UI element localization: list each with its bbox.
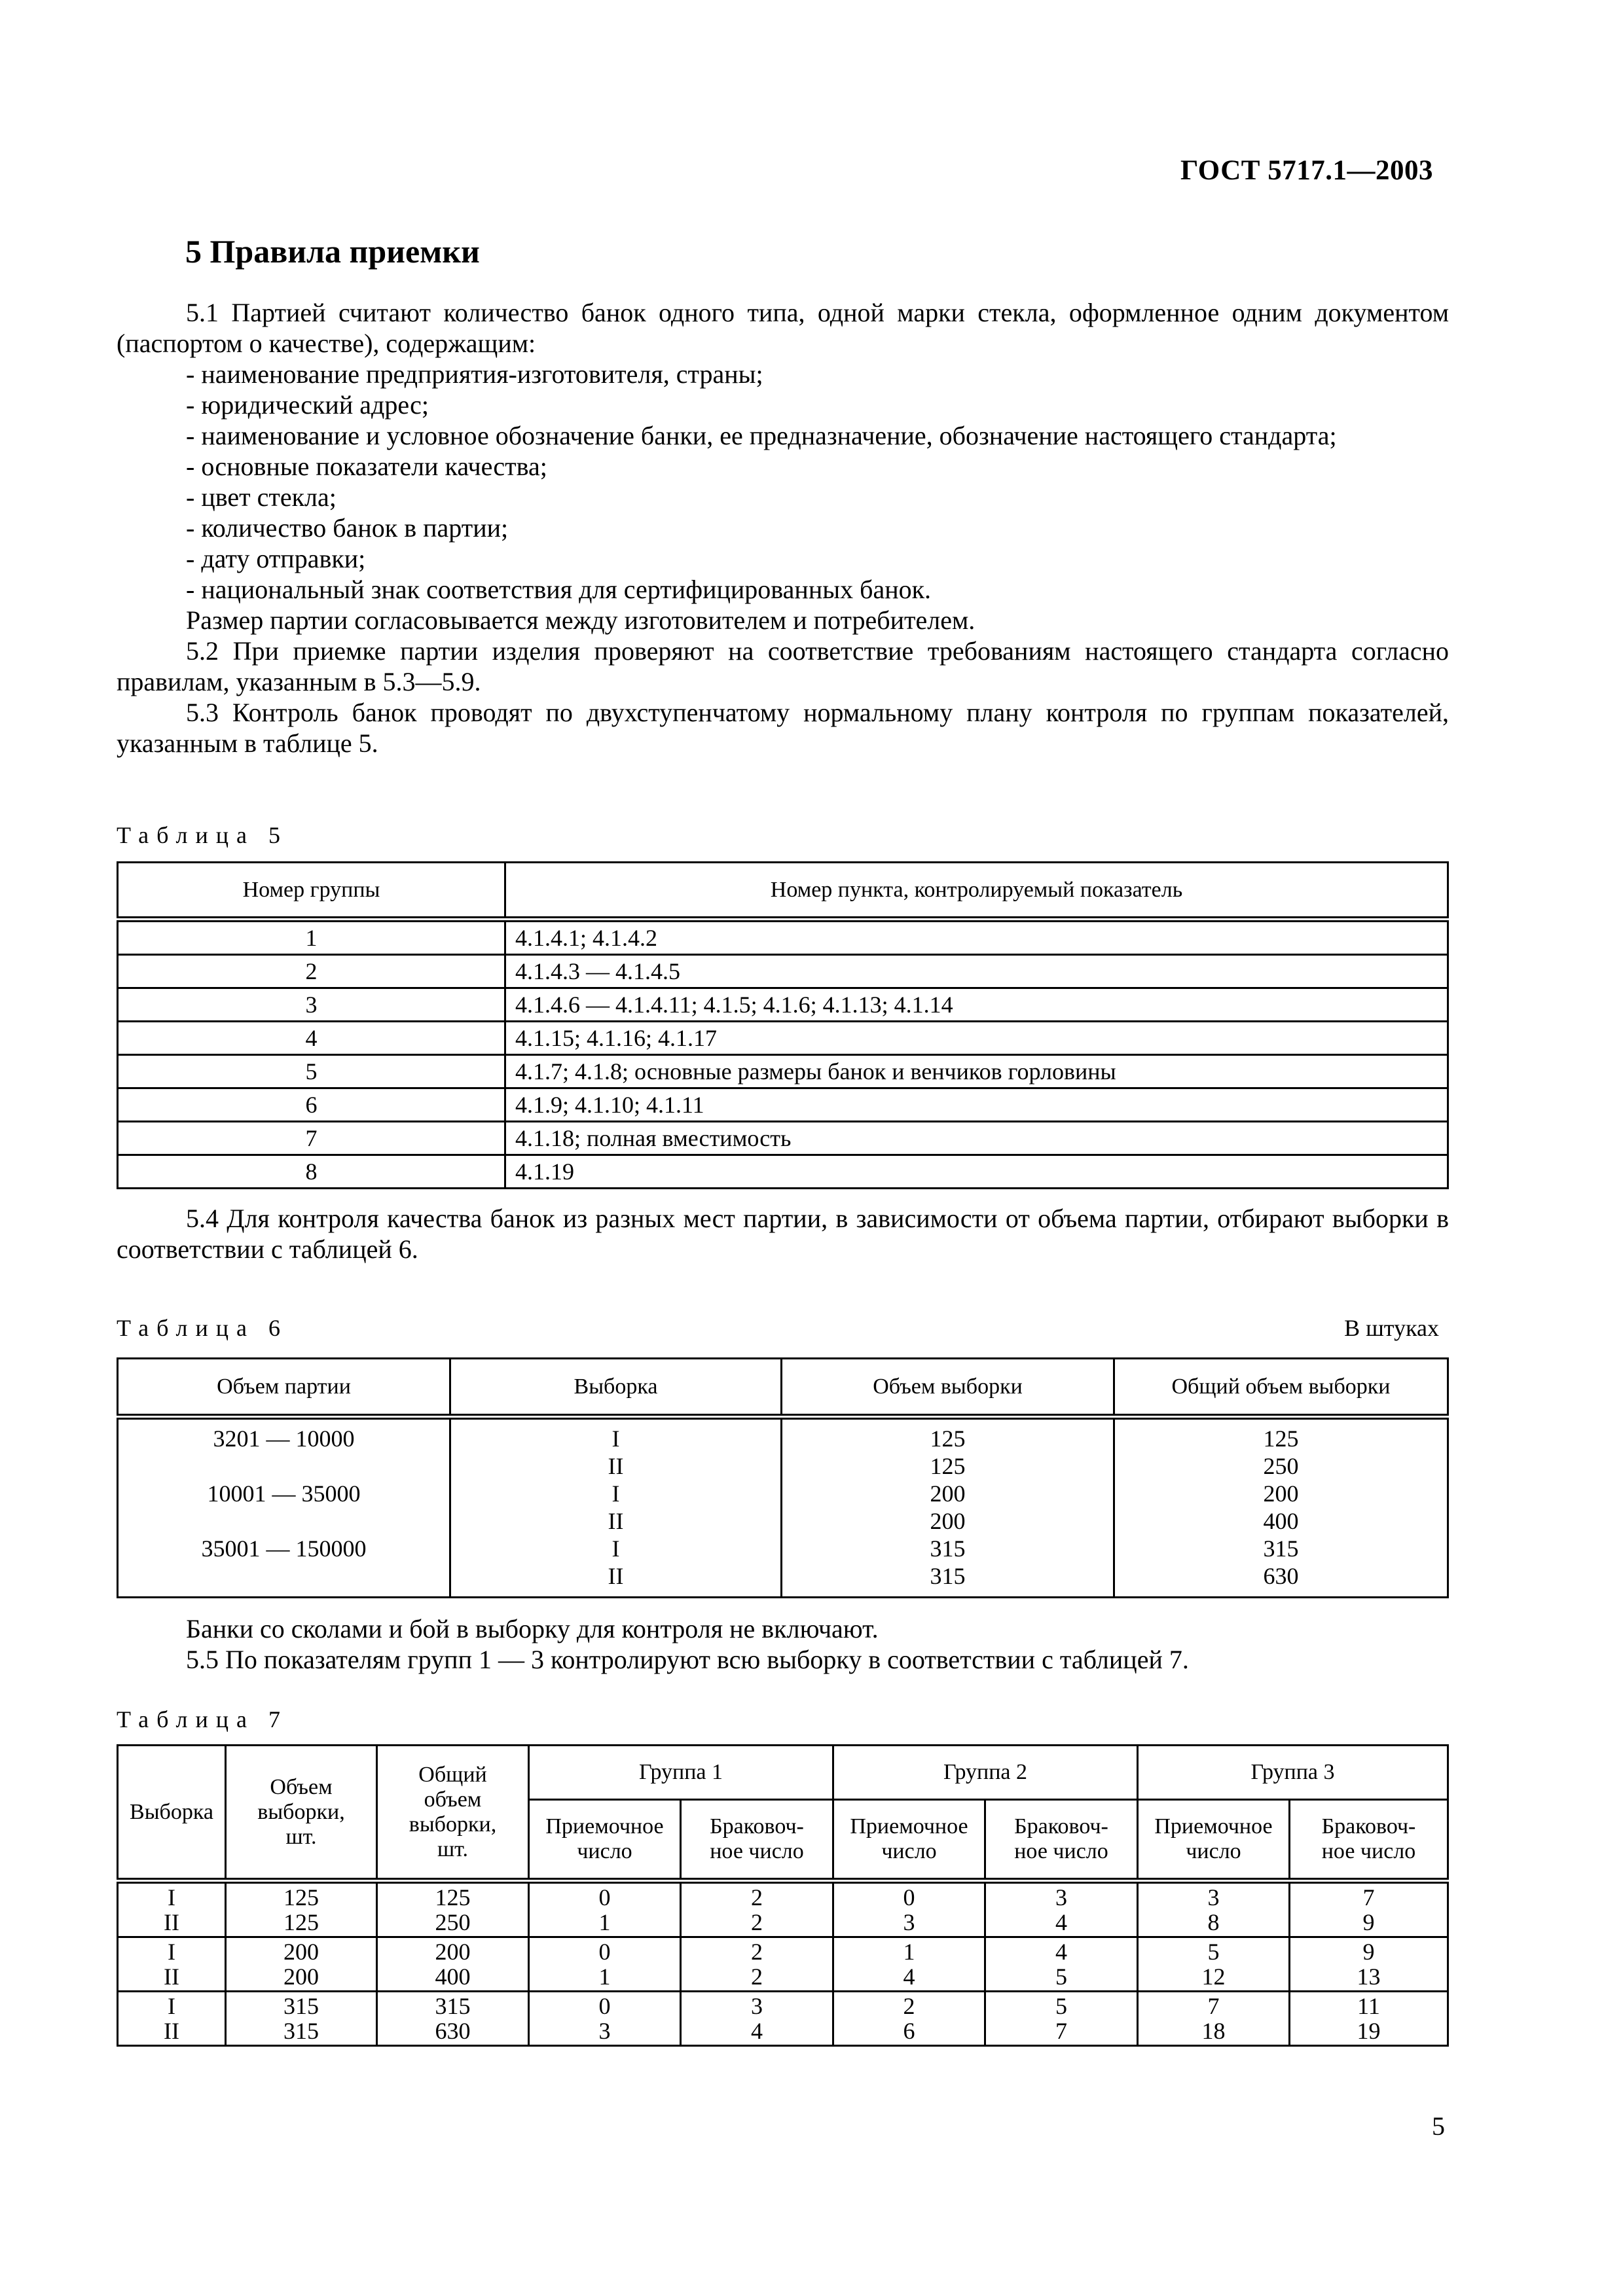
paragraph-p5-1-intro: 5.1 Партией считают количество банок одного типа, одной марки стекла, оформленное одним документом (паспортом о качестве), содержащим: [117,298,1449,358]
table-5-indicator: 4.1.15; 4.1.16; 4.1.17 [505,1022,1448,1055]
table-7-header-group-1-accept: Приемочное число [529,1800,681,1881]
table-7-row [118,1937,1448,1992]
table-7-header-group-2-accept: Приемочное число [833,1800,985,1881]
table-5-header-item-indicator: Номер пункта, контролируемый показатель [505,863,1448,920]
table-6-sample-size: 200 [930,1480,966,1507]
table-7-group-2-accept: 2 [903,1993,915,2019]
table-7-group-3-accept-cell [1138,1881,1290,1937]
table-6-total-size: 630 [1263,1563,1299,1589]
page-number: 5 [1432,2111,1445,2141]
table-6-total-size-cell [1114,1417,1448,1598]
table-7-total-size: 125 [435,1884,471,1910]
table-5-header-group-number: Номер группы [118,863,505,920]
table-6-lot-size: 10001 — 35000 [207,1480,361,1507]
table-7-header-group-3-reject: Браковоч-ное число [1290,1800,1448,1881]
table-6 [117,1357,1449,1598]
table-5-group-number: 7 [118,1122,505,1155]
table-7-sample: II [164,1909,179,1935]
table-7-total-size: 315 [435,1993,471,2019]
table-6-sample-cell [450,1417,782,1598]
paragraphs-after-table-6 [117,1613,1449,1675]
table-7-sample-size: 200 [283,1964,319,1990]
document-code: ГОСТ 5717.1—2003 [1180,155,1433,186]
table-5-row [118,1088,1448,1122]
table-7-sample-size: 315 [283,1993,319,2019]
paragraph-p5-2: 5.2 При приемке партии изделия проверяют на соответствие требованиям настоящего стандарта согласно правилам, указанным в 5.3—5.9. [117,636,1449,696]
table-5-indicator: 4.1.4.6 — 4.1.4.11; 4.1.5; 4.1.6; 4.1.13; 4.1.14 [505,988,1448,1022]
table-6-lot-size-cell [118,1417,450,1598]
table-7-group-2-reject: 5 [1055,1993,1067,2019]
table-7-group-1-reject: 3 [751,1993,763,2019]
table-7-group-2-reject: 4 [1055,1939,1067,1965]
table-7-group-3-reject: 9 [1362,1909,1375,1935]
table-7-group-3-accept: 7 [1207,1993,1220,2019]
table-6-total-size: 200 [1263,1480,1299,1507]
table-6-sample-size: 315 [930,1535,966,1562]
table-7-group-2-accept-cell [833,1937,985,1992]
table-6-header-sample-size: Объем выборки [782,1359,1114,1417]
table-7-total-size-cell [377,1881,529,1937]
table-6-sample: I [611,1535,620,1562]
table-5-indicator: 4.1.9; 4.1.10; 4.1.11 [505,1088,1448,1122]
table-7-sample-cell [118,1992,226,2046]
table-7-group-3-reject: 19 [1357,2018,1381,2044]
table-7-header-group-1: Группа 1 [529,1746,833,1800]
table-7-sample-size: 200 [283,1939,319,1965]
table-5-group-number: 3 [118,988,505,1022]
table-7-group-2-reject: 5 [1055,1964,1067,1990]
table-6-sample: II [608,1563,624,1589]
table-7-group-3-reject: 13 [1357,1964,1381,1990]
table-7-header-total-size: Общий объем выборки, шт. [377,1746,529,1881]
table-7-sample-size-cell [226,1992,377,2046]
table-7-group-2-accept: 3 [903,1909,915,1935]
table-7-header-sample: Выборка [118,1746,226,1881]
table-7-group-3-reject: 9 [1362,1939,1375,1965]
table-6-header-total-size: Общий объем выборки [1114,1359,1448,1417]
table-6-total-size: 315 [1263,1535,1299,1562]
paragraph-p5-3: 5.3 Контроль банок проводят по двухступенчатому нормальному плану контроля по группам показателей, указанным в таблице 5. [117,698,1449,758]
table-7-group-2-reject-cell [985,1937,1138,1992]
table-7-group-1-reject: 2 [751,1909,763,1935]
table-7-group-1-reject-cell [681,1881,833,1937]
table-5-group-number: 2 [118,955,505,988]
table-7-total-size-cell [377,1937,529,1992]
table-6-total-size: 250 [1263,1453,1299,1479]
table-7-row [118,1992,1448,2046]
table-5-indicator: 4.1.4.3 — 4.1.4.5 [505,955,1448,988]
table-6-header-lot-size: Объем партии [118,1359,450,1417]
table-5-indicator: 4.1.19 [505,1155,1448,1189]
table-7-group-1-reject: 4 [751,2018,763,2044]
paragraph-p5-1-item8: - национальный знак соответствия для сертифицированных банок. [186,575,932,604]
table-7-group-3-accept: 3 [1207,1884,1220,1910]
table-5-row [118,1155,1448,1189]
table-7-group-1-reject-cell [681,1992,833,2046]
table-6-sample: I [611,1480,620,1507]
paragraph-5-4 [117,1203,1449,1265]
table-5-caption: Таблица 5 [117,822,288,848]
table-6-lot-size: 35001 — 150000 [201,1535,367,1562]
paragraph-p5-1-item2: - юридический адрес; [186,390,429,420]
table-5-group-number: 4 [118,1022,505,1055]
table-7-group-3-accept: 18 [1201,2018,1226,2044]
paragraph-p5-1-item4: - основные показатели качества; [186,452,547,481]
paragraph-p5-1-item7: - дату отправки; [186,544,366,573]
table-7-group-1-accept: 0 [598,1884,611,1910]
table-6-sample-size-cell [782,1417,1114,1598]
table-7-total-size-cell [377,1992,529,2046]
table-7-header-group-2: Группа 2 [833,1746,1138,1800]
paragraph-p5-1-item1: - наименование предприятия-изготовителя, страны; [186,359,763,389]
table-7-group-1-accept: 1 [598,1909,611,1935]
table-7-header-group-2-reject: Браковоч-ное число [985,1800,1138,1881]
table-7-sample-size-cell [226,1881,377,1937]
table-6-sample-size: 125 [930,1426,966,1452]
table-6-caption: Таблица 6 [117,1315,288,1341]
paragraph-p5-1-item3: - наименование и условное обозначение банки, ее предназначение, обозначение настоящего стандарта; [186,421,1337,450]
table-5-indicator: 4.1.7; 4.1.8; основные размеры банок и венчиков горловины [505,1055,1448,1088]
table-7-group-2-reject: 3 [1055,1884,1067,1910]
table-7-header-sample-size: Объем выборки, шт. [226,1746,377,1881]
paragraph-p5-1-item5: - цвет стекла; [186,482,337,512]
section-title: 5 Правила приемки [185,233,480,270]
paragraph-p5-1-size: Размер партии согласовывается между изготовителем и потребителем. [186,605,976,635]
table-7-group-2-reject-cell [985,1881,1138,1937]
table-6-header-sample: Выборка [450,1359,782,1417]
table-5-group-number: 6 [118,1088,505,1122]
table-7-header-group-3: Группа 3 [1138,1746,1448,1800]
table-7-group-1-reject: 2 [751,1939,763,1965]
table-7-group-2-accept: 6 [903,2018,915,2044]
table-7-group-1-reject: 2 [751,1884,763,1910]
table-7-row [118,1881,1448,1937]
table-7-group-1-reject: 2 [751,1964,763,1990]
table-7-sample-size-cell [226,1937,377,1992]
table-6-row [118,1417,1448,1598]
table-7-group-3-reject: 7 [1362,1884,1375,1910]
table-6-sample: II [608,1453,624,1479]
table-7-group-2-reject-cell [985,1992,1138,2046]
table-6-sample-size: 125 [930,1453,966,1479]
table-6-total-size: 400 [1263,1508,1299,1534]
table-7-group-2-accept: 1 [903,1939,915,1965]
table-7-group-1-accept: 3 [598,2018,611,2044]
table-7-group-2-accept: 4 [903,1964,915,1990]
table-7-group-1-accept-cell [529,1992,681,2046]
table-6-sample-size: 315 [930,1563,966,1589]
table-5-group-number: 1 [118,920,505,955]
table-7-sample-size: 315 [283,2018,319,2044]
table-7-group-2-accept-cell [833,1992,985,2046]
table-7-group-3-accept-cell [1138,1937,1290,1992]
table-7-group-3-reject-cell [1290,1881,1448,1937]
table-7-group-1-accept: 1 [598,1964,611,1990]
table-7-group-2-reject: 7 [1055,2018,1067,2044]
table-7-sample: II [164,1964,179,1990]
table-7-header-group-1-reject: Браковоч-ное число [681,1800,833,1881]
table-6-unit: В штуках [1344,1315,1439,1341]
table-7-sample-cell [118,1937,226,1992]
table-7-group-2-accept: 0 [903,1884,915,1910]
table-7-header-group-3-accept: Приемочное число [1138,1800,1290,1881]
table-6-total-size: 125 [1263,1426,1299,1452]
table-7-sample: I [168,1939,175,1965]
table-5-row [118,1022,1448,1055]
table-7-group-3-reject-cell [1290,1992,1448,2046]
table-5-row [118,955,1448,988]
section-5-text [117,297,1449,759]
table-7-group-1-accept: 0 [598,1993,611,2019]
table-7-sample-size: 125 [283,1884,319,1910]
table-6-sample: I [611,1426,620,1452]
table-7-sample: II [164,2018,179,2044]
table-5-row [118,920,1448,955]
table-7-total-size: 630 [435,2018,471,2044]
table-7-sample: I [168,1884,175,1910]
table-7-group-1-reject-cell [681,1937,833,1992]
table-7-group-1-accept-cell [529,1881,681,1937]
table-7-sample: I [168,1993,175,2019]
table-5 [117,861,1449,1189]
table-7-group-1-accept: 0 [598,1939,611,1965]
table-7-caption: Таблица 7 [117,1706,288,1732]
table-7 [117,1744,1449,2047]
table-6-lot-size: 3201 — 10000 [213,1426,355,1452]
table-7-total-size: 200 [435,1939,471,1965]
table-6-sample-size: 200 [930,1508,966,1534]
paragraph-p5-1-item6: - количество банок в партии; [186,513,509,543]
table-6-sample: II [608,1508,624,1534]
table-7-group-3-reject-cell [1290,1937,1448,1992]
table-7-group-3-accept: 5 [1207,1939,1220,1965]
table-7-total-size: 400 [435,1964,471,1990]
table-7-group-3-accept: 12 [1201,1964,1226,1990]
table-5-row [118,1055,1448,1088]
table-7-group-2-accept-cell [833,1881,985,1937]
table-7-sample-size: 125 [283,1909,319,1935]
table-7-sample-cell [118,1881,226,1937]
table-5-row [118,1122,1448,1155]
table-5-indicator: 4.1.4.1; 4.1.4.2 [505,920,1448,955]
paragraph-5-4-text: 5.4 Для контроля качества банок из разных мест партии, в зависимости от объема партии, отбирают выборки в соответствии с таблицей 6. [117,1204,1449,1264]
table-5-group-number: 5 [118,1055,505,1088]
paragraph-chips: Банки со сколами и бой в выборку для контроля не включают. [186,1614,879,1643]
table-7-total-size: 250 [435,1909,471,1935]
paragraph-5-5: 5.5 По показателям групп 1 — 3 контролируют всю выборку в соответствии с таблицей 7. [186,1645,1189,1674]
table-5-group-number: 8 [118,1155,505,1189]
table-7-group-2-reject: 4 [1055,1909,1067,1935]
table-5-row [118,988,1448,1022]
table-7-group-3-accept: 8 [1207,1909,1220,1935]
table-7-group-3-accept-cell [1138,1992,1290,2046]
table-7-group-1-accept-cell [529,1937,681,1992]
table-7-group-3-reject: 11 [1357,1993,1380,2019]
table-5-indicator: 4.1.18; полная вместимость [505,1122,1448,1155]
